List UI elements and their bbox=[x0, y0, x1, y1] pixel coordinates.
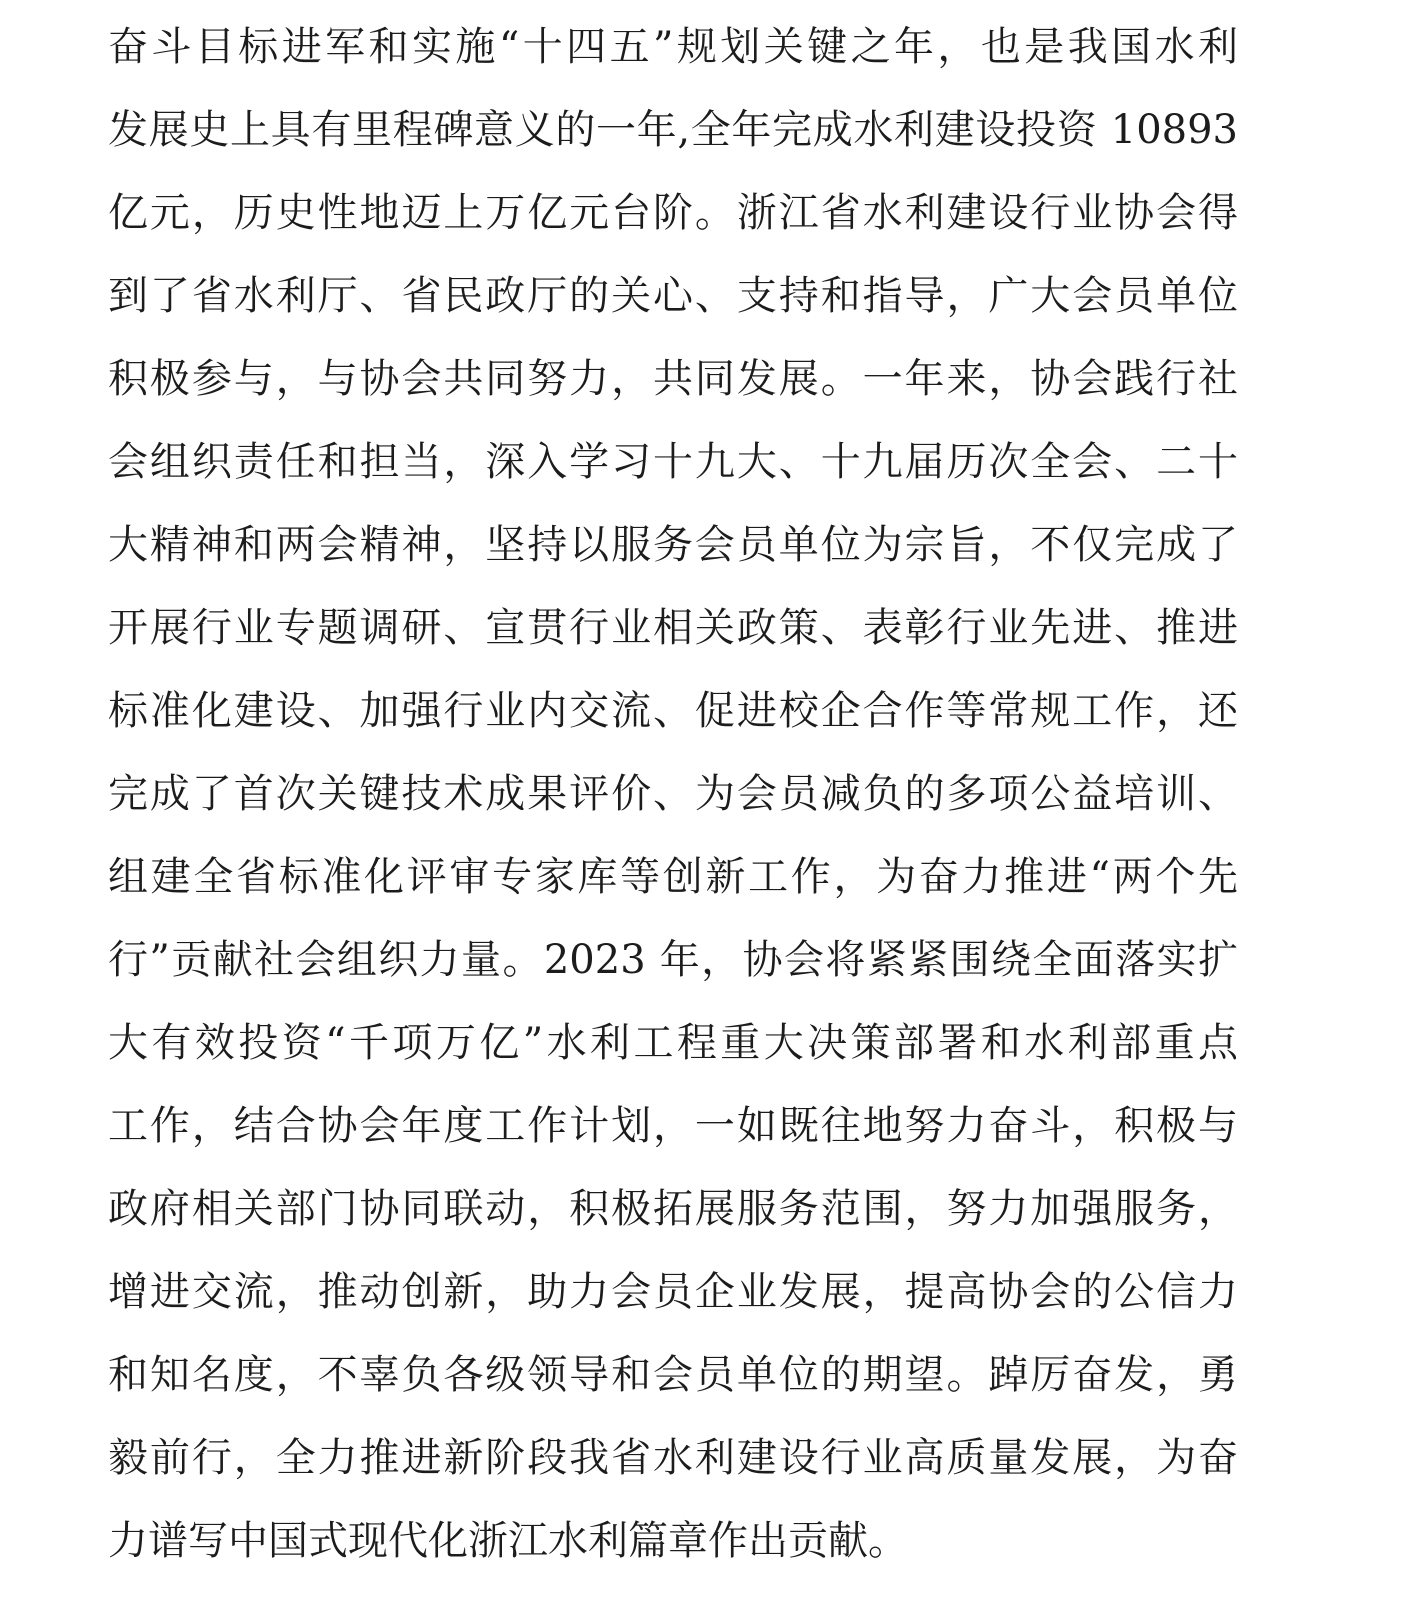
text-line: 力谱写中国式现代化浙江水利篇章作出贡献。 bbox=[108, 1518, 908, 1564]
text-line: 工作，结合协会年度工作计划，一如既往地努力奋斗，积极与 bbox=[108, 1103, 1238, 1149]
text-line: 组建全省标准化评审专家库等创新工作，为奋力推进“两个先 bbox=[108, 854, 1238, 900]
text-line: 积极参与，与协会共同努力，共同发展。一年来，协会践行社 bbox=[108, 356, 1238, 402]
text-line: 到了省水利厅、省民政厅的关心、支持和指导，广大会员单位 bbox=[108, 273, 1238, 319]
text-line: 标准化建设、加强行业内交流、促进校企合作等常规工作，还 bbox=[108, 688, 1238, 734]
text-line: 开展行业专题调研、宣贯行业相关政策、表彰行业先进、推进 bbox=[108, 605, 1238, 651]
text-line: 完成了首次关键技术成果评价、为会员减负的多项公益培训、 bbox=[108, 771, 1238, 817]
text-line: 会组织责任和担当，深入学习十九大、十九届历次全会、二十 bbox=[108, 439, 1238, 485]
body-paragraph bbox=[108, 12, 1258, 1589]
text-line: 政府相关部门协同联动，积极拓展服务范围，努力加强服务， bbox=[108, 1186, 1238, 1232]
text-line: 奋斗目标进军和实施“十四五”规划关键之年，也是我国水利 bbox=[108, 24, 1238, 70]
text-line: 大精神和两会精神，坚持以服务会员单位为宗旨，不仅完成了 bbox=[108, 522, 1238, 568]
text-line: 毅前行，全力推进新阶段我省水利建设行业高质量发展，为奋 bbox=[108, 1435, 1238, 1481]
text-line: 亿元，历史性地迈上万亿元台阶。浙江省水利建设行业协会得 bbox=[108, 190, 1238, 236]
text-line: 大有效投资“千项万亿”水利工程重大决策部署和水利部重点 bbox=[108, 1020, 1238, 1066]
text-line: 增进交流，推动创新，助力会员企业发展，提高协会的公信力 bbox=[108, 1269, 1238, 1315]
text-line: 和知名度，不辜负各级领导和会员单位的期望。踔厉奋发，勇 bbox=[108, 1352, 1238, 1398]
text-line: 行”贡献社会组织力量。2023 年，协会将紧紧围绕全面落实扩 bbox=[108, 937, 1238, 983]
text-line: 发展史上具有里程碑意义的一年,全年完成水利建设投资 10893 bbox=[108, 107, 1238, 153]
